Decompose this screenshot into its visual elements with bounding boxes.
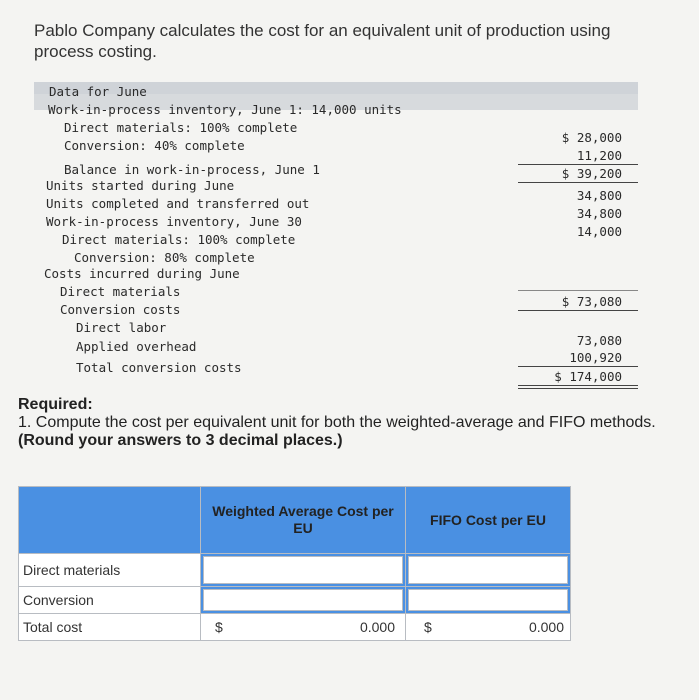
wip-june30-conv-label: Conversion: 80% complete <box>74 250 255 265</box>
data-title: Data for June <box>49 84 147 99</box>
rule-2 <box>518 182 638 183</box>
table-row-conversion <box>19 587 571 614</box>
required-title: Required: <box>18 396 93 413</box>
fifo-conversion-input[interactable] <box>406 587 571 614</box>
fifo-conv-input-box[interactable] <box>408 589 568 611</box>
total-conversion-value: $ 174,000 <box>554 369 622 384</box>
fifo-total-cost <box>406 614 571 641</box>
rule-3 <box>518 290 638 291</box>
costs-dm-label: Direct materials <box>60 284 181 299</box>
units-completed-label: Units completed and transferred out <box>46 196 310 211</box>
row-label-total-cost: Total cost <box>19 614 201 641</box>
data-for-june-block <box>34 82 638 388</box>
table-row-total <box>19 614 571 641</box>
wavg-total-cost <box>201 614 406 641</box>
direct-labor-value: 73,080 <box>576 333 622 348</box>
conversion-costs-label: Conversion costs <box>60 302 181 317</box>
row-label-direct-materials: Direct materials <box>19 554 201 587</box>
row-label-conversion: Conversion <box>19 587 201 614</box>
units-completed-value: 34,800 <box>576 206 622 221</box>
wavg-dm-input-box[interactable] <box>203 556 403 584</box>
wip-june1-label: Work-in-process inventory, June 1: 14,000 units <box>48 102 402 117</box>
fifo-dm-input-box[interactable] <box>408 556 568 584</box>
required-instructions <box>18 414 688 450</box>
header-blank-cell <box>19 487 201 554</box>
rule-1 <box>518 164 638 165</box>
wip-june30-label: Work-in-process inventory, June 30 <box>46 214 302 229</box>
units-started-value: 34,800 <box>576 188 622 203</box>
fifo-total-dollar: $ <box>424 619 432 635</box>
wavg-direct-materials-input[interactable] <box>201 554 406 587</box>
applied-overhead-value: 100,920 <box>569 350 622 365</box>
wavg-total-value: 0.000 <box>359 619 395 635</box>
wip-june1-dm-value: $ 28,000 <box>561 130 622 145</box>
required-rounding-note: (Round your answers to 3 decimal places.) <box>18 432 343 449</box>
wavg-total-dollar: $ <box>215 619 223 635</box>
required-section <box>18 396 688 450</box>
wip-june1-conv-label: Conversion: 40% complete <box>64 138 245 153</box>
table-row-direct-materials <box>19 554 571 587</box>
fifo-direct-materials-input[interactable] <box>406 554 571 587</box>
wavg-conv-input-box[interactable] <box>203 589 403 611</box>
cost-per-eu-table <box>18 486 571 641</box>
wip-june1-conv-value: 11,200 <box>576 148 622 163</box>
wip-june1-dm-label: Direct materials: 100% complete <box>64 120 298 135</box>
applied-overhead-label: Applied overhead <box>76 339 197 354</box>
rule-4 <box>518 310 638 311</box>
units-started-label: Units started during June <box>46 178 235 193</box>
required-text: 1. Compute the cost per equivalent unit for both the weighted-average and FIFO methods. <box>18 414 656 431</box>
header-fifo: FIFO Cost per EU <box>406 487 571 554</box>
wip-june30-value: 14,000 <box>576 224 622 239</box>
problem-intro: Pablo Company calculates the cost for an equivalent unit of production using process costing. <box>34 21 611 61</box>
costs-dm-value: $ 73,080 <box>561 294 622 309</box>
total-conversion-label: Total conversion costs <box>76 360 242 375</box>
fifo-total-value: 0.000 <box>528 619 564 635</box>
rule-5 <box>518 366 638 367</box>
direct-labor-label: Direct labor <box>76 320 167 335</box>
header-weighted-average: Weighted Average Cost per EU <box>201 487 406 554</box>
table-header-row <box>19 487 571 554</box>
rule-6a <box>518 385 638 386</box>
rule-6b <box>518 388 638 389</box>
wavg-conversion-input[interactable] <box>201 587 406 614</box>
balance-june1-value: $ 39,200 <box>561 166 622 181</box>
wip-june30-dm-label: Direct materials: 100% complete <box>62 232 296 247</box>
balance-june1-label: Balance in work-in-process, June 1 <box>64 162 320 177</box>
costs-incurred-label: Costs incurred during June <box>44 266 240 281</box>
